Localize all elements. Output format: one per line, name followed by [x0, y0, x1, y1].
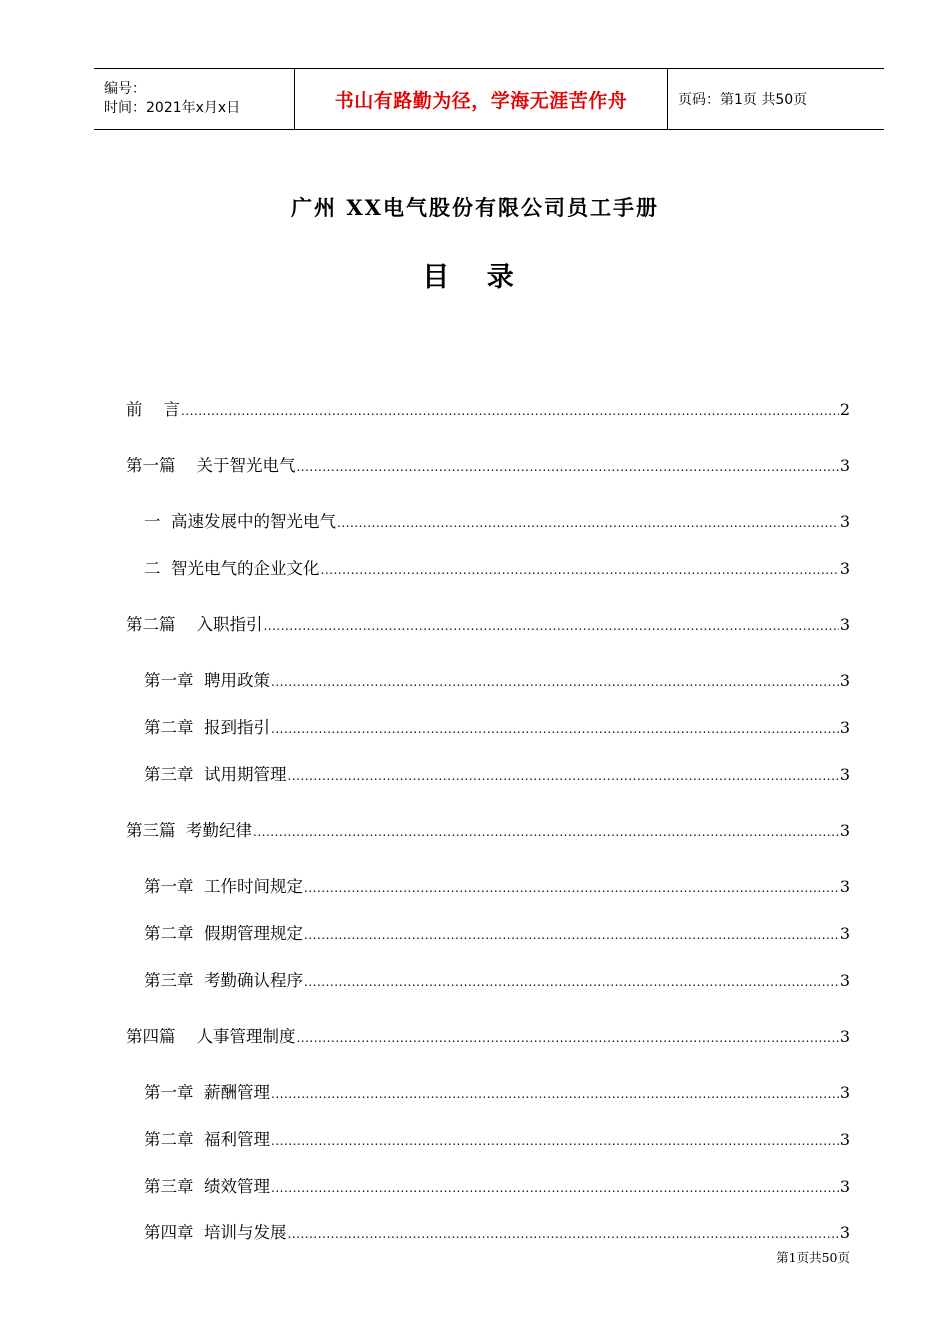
toc-leader-dots — [296, 1031, 838, 1045]
toc-entry-page: 3 — [839, 1130, 850, 1149]
toc-entry[interactable] — [144, 1219, 850, 1245]
toc-entry[interactable] — [144, 761, 850, 787]
toc-entry-label: 第四章 培训与发展 — [144, 1223, 287, 1242]
toc-leader-dots — [271, 675, 839, 689]
toc-leader-dots — [337, 516, 839, 530]
toc-entry-label: 第三章 考勤确认程序 — [144, 971, 303, 990]
toc-entry[interactable] — [144, 1173, 850, 1199]
toc-entry-page: 3 — [839, 1027, 850, 1046]
toc-entry-page: 2 — [839, 400, 850, 419]
toc-entry-label: 第二章 福利管理 — [144, 1130, 270, 1149]
toc-title: 目 录 — [422, 262, 528, 293]
toc-entry-label: 第三章 试用期管理 — [144, 765, 287, 784]
toc-entry-page: 3 — [839, 512, 850, 531]
toc-entry-page: 3 — [839, 1177, 850, 1196]
toc-entry[interactable] — [144, 555, 850, 581]
toc-entry[interactable] — [144, 967, 850, 993]
toc-entry-label: 第一篇 关于智光电气 — [126, 456, 296, 475]
document-title: 广州 XX电气股份有限公司员工手册 — [291, 195, 659, 220]
header-motto: 书山有路勤为径，学海无涯苦作舟 — [295, 69, 668, 129]
toc-entry-page: 3 — [839, 971, 850, 990]
toc-entry[interactable] — [144, 508, 850, 534]
toc-entry[interactable] — [144, 873, 850, 899]
toc-entry-label: 第三章 绩效管理 — [144, 1177, 270, 1196]
header-code: 编号： — [104, 81, 146, 97]
toc-entry[interactable] — [144, 1079, 850, 1105]
toc-leader-dots — [253, 825, 839, 839]
toc-entry-label: 第二章 报到指引 — [144, 718, 270, 737]
toc-entry-page: 3 — [839, 615, 850, 634]
toc-entry-page: 3 — [839, 718, 850, 737]
toc-entry[interactable] — [144, 920, 850, 946]
toc-leader-dots — [304, 975, 839, 989]
toc-entry-label: 第一章 工作时间规定 — [144, 877, 303, 896]
toc-entry-label: 第一章 薪酬管理 — [144, 1083, 270, 1102]
toc-entry-page: 3 — [839, 456, 850, 475]
toc-leader-dots — [181, 404, 839, 418]
toc-leader-dots — [271, 1181, 839, 1195]
toc-entry-label: 第四篇 人事管理制度 — [126, 1027, 296, 1046]
toc-entry[interactable] — [126, 1023, 850, 1049]
header-page-info: 页码：第1页 共50页 — [678, 92, 808, 108]
toc-leader-dots — [296, 460, 838, 474]
toc-leader-dots — [288, 769, 839, 783]
toc-entry-page: 3 — [839, 821, 850, 840]
toc-leader-dots — [321, 563, 839, 577]
toc-entry-page: 3 — [839, 765, 850, 784]
toc-entry-label: 第三篇 考勤纪律 — [126, 821, 252, 840]
header-time: 时间：2021年x月x日 — [104, 100, 241, 116]
toc-entry-page: 3 — [839, 924, 850, 943]
page-header — [94, 68, 884, 130]
toc-leader-dots — [271, 1087, 839, 1101]
toc-leader-dots — [304, 881, 839, 895]
toc-entry[interactable] — [144, 1126, 850, 1152]
toc-entry[interactable] — [144, 714, 850, 740]
toc-leader-dots — [304, 928, 839, 942]
toc-leader-dots — [288, 1227, 839, 1241]
toc-entry[interactable] — [126, 396, 850, 422]
toc-entry-label: 第二章 假期管理规定 — [144, 924, 303, 943]
header-meta — [94, 69, 295, 129]
toc-entry-label: 前 言 — [126, 400, 180, 419]
toc-entry-label: 第一章 聘用政策 — [144, 671, 270, 690]
page-footer: 第1页共50页 — [776, 1250, 850, 1265]
toc-entry-page: 3 — [839, 1223, 850, 1242]
toc-entry-label: 一 高速发展中的智光电气 — [144, 512, 336, 531]
toc-entry-page: 3 — [839, 877, 850, 896]
toc-entry-label: 第二篇 入职指引 — [126, 615, 263, 634]
toc-entry[interactable] — [126, 611, 850, 637]
toc-leader-dots — [271, 722, 839, 736]
toc-entry-page: 3 — [839, 559, 850, 578]
toc-entry[interactable] — [126, 817, 850, 843]
toc-entry[interactable] — [126, 452, 850, 478]
toc-entry[interactable] — [144, 667, 850, 693]
toc-entry-label: 二 智光电气的企业文化 — [144, 559, 320, 578]
toc-leader-dots — [271, 1134, 839, 1148]
toc-leader-dots — [263, 619, 838, 633]
toc-entry-page: 3 — [839, 1083, 850, 1102]
toc-entry-page: 3 — [839, 671, 850, 690]
